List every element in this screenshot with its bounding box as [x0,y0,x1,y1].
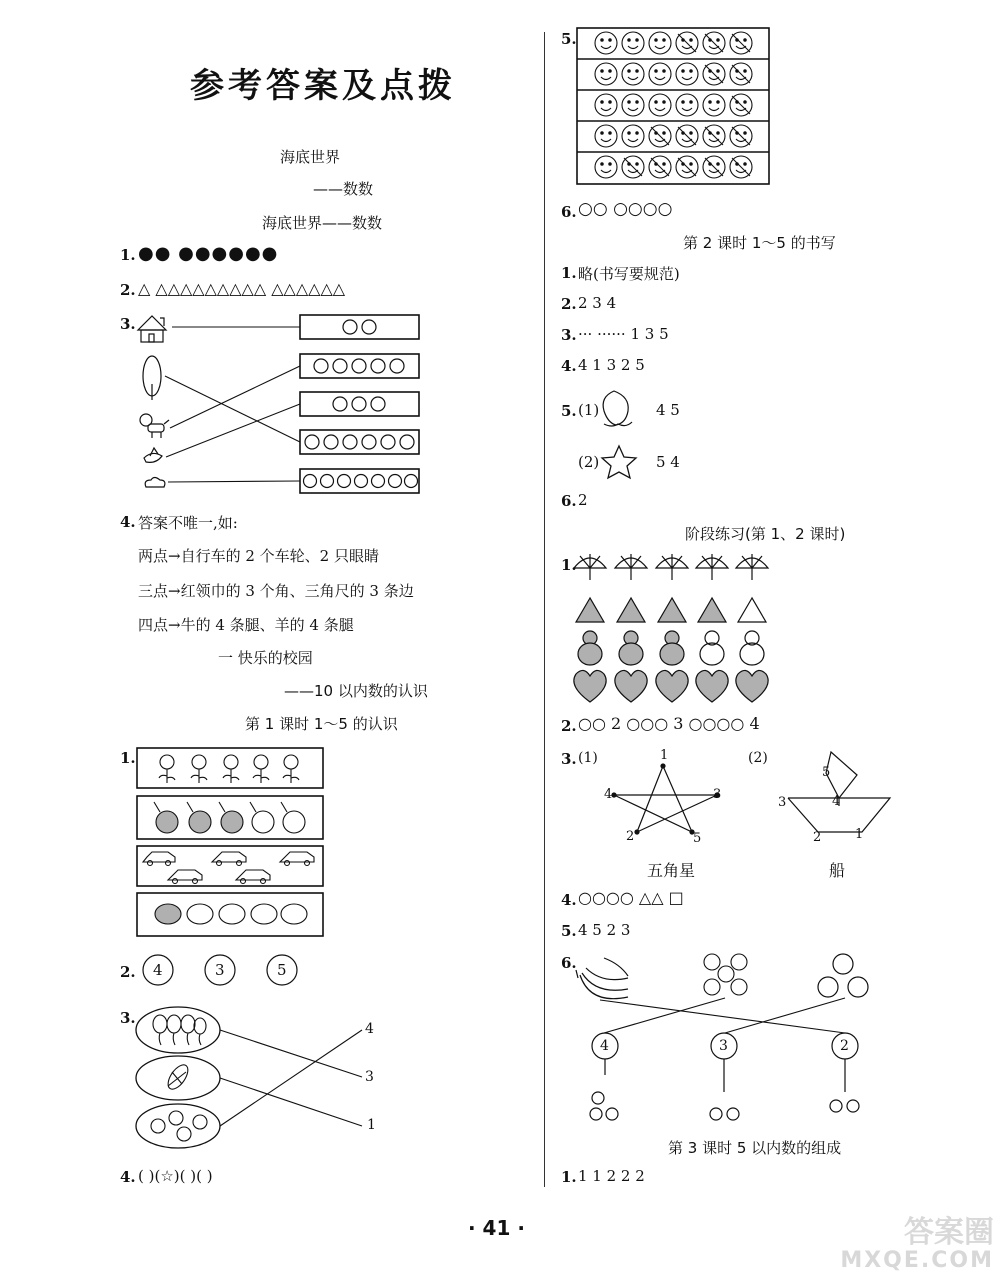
watermark [840,1215,994,1275]
boat-caption: 船 [829,861,846,880]
peaches-icon [704,954,747,995]
page-number: · 41 · [468,1216,525,1240]
l2q2-text: 2 3 4 [578,294,617,312]
l3q1-label: 1. [561,1168,577,1186]
section0-title: 海底世界——数数 [262,214,383,232]
boat-num-1: 1 [855,827,864,842]
lesson2-title: 第 2 课时 1～5 的书写 [683,234,836,252]
l2q5-label: 5. [561,402,577,420]
page-title: 参考答案及点拨 [190,66,456,106]
star-num-4: 4 [604,787,613,802]
q2-label: 2. [120,281,136,299]
s2-label: 2. [561,717,577,735]
s3-tag-2: (2) [748,750,768,766]
star-num-1: 1 [660,748,669,763]
star-num-3: 3 [713,787,722,802]
q4-label: 4. [120,513,136,531]
s2-text: ○○ 2 ○○○ 3 ○○○○ 4 [578,714,760,733]
l2q5-1-text: 4 5 [656,401,680,419]
s1-label: 1. [561,556,577,574]
l2q5-2-text: 5 4 [656,453,680,471]
l1q3-number-3: 1 [367,1117,376,1133]
banana-icon [576,958,628,999]
unit1-subtitle: ——10 以内数的认识 [284,682,428,700]
l2q3-label: 3. [561,326,577,344]
q1-label: 1. [120,246,136,264]
stage-title: 阶段练习(第 1、2 课时) [685,525,846,543]
l2q2-label: 2. [561,295,577,313]
l1q2-circle-3: 5 [277,961,287,979]
l2q1-text: 略(书写要规范) [578,265,680,283]
s4-label: 4. [561,891,577,909]
q2-triangles: △ △△△△△△△△△ △△△△△△ [138,279,346,298]
l1q3-number-1: 4 [365,1021,374,1037]
tomatoes-icon [818,954,868,997]
l1q3-label: 3. [120,1009,136,1027]
boat-num-4: 4 [832,794,841,809]
s6-label: 6. [561,954,577,972]
l1q1-label: 1. [120,749,136,767]
lesson3-title: 第 3 课时 5 以内数的组成 [668,1139,842,1157]
l3q1-text: 1 1 2 2 2 [578,1167,645,1185]
l1q4-answer: ( )(☆)( )( ) [138,1167,213,1185]
q1-dots: ●● ●●●●●● [138,243,279,264]
q6-label: 6. [561,203,577,221]
s3-tag-1: (1) [578,750,598,766]
q4-line-2: 三点→红领巾的 3 个角、三角尺的 3 条边 [138,582,414,600]
star-caption: 五角星 [647,861,696,880]
star-num-5: 5 [693,831,702,846]
q3-label: 3. [120,315,136,333]
q5-label: 5. [561,30,577,48]
l2q4-text: 4 1 3 2 5 [578,356,645,374]
watermark-bottom: MXQE.COM [840,1248,994,1273]
s6-circle-1: 4 [600,1038,609,1054]
s6-circle-2: 3 [719,1038,728,1054]
star-num-2: 2 [626,829,635,844]
s5-label: 5. [561,922,577,940]
s5-text: 4 5 2 3 [578,921,631,939]
boat-num-5: 5 [822,765,831,780]
lesson1-title: 第 1 课时 1～5 的认识 [245,715,398,733]
l2q5-2-tag: (2) [578,453,600,471]
unit0-subtitle: ——数数 [313,180,374,198]
l1q2-circle-2: 3 [215,961,225,979]
unit0-title: 海底世界 [280,148,341,166]
l1q3-number-2: 3 [365,1069,374,1085]
s4-text: ○○○○ △△ □ [578,888,684,907]
l1q2-label: 2. [120,963,136,981]
q4-line-1: 两点→自行车的 2 个车轮、2 只眼睛 [138,547,379,565]
unit1-title: 一 快乐的校园 [218,649,313,667]
l2q5-1-tag: (1) [578,401,600,419]
s6-matching-lines [600,998,845,1033]
q4-line-3: 四点→牛的 4 条腿、羊的 4 条腿 [138,616,354,634]
l2q6-text: 2 [578,491,588,509]
l2q6-label: 6. [561,492,577,510]
l2q3-text: ··· ······ 1 3 5 [578,325,669,343]
q4-intro: 答案不唯一,如: [138,514,238,532]
s3-label: 3. [561,750,577,768]
q6-circles: ○○ ○○○○ [578,199,673,219]
boat-num-2: 2 [813,830,822,845]
l2q1-label: 1. [561,264,577,282]
s6-circle-3: 2 [840,1038,849,1054]
boat-num-3: 3 [778,795,787,810]
l2q4-label: 4. [561,357,577,375]
watermark-top: 答案圈 [904,1215,994,1250]
l1q2-circle-1: 4 [153,961,163,979]
l1q4-label: 4. [120,1168,136,1186]
